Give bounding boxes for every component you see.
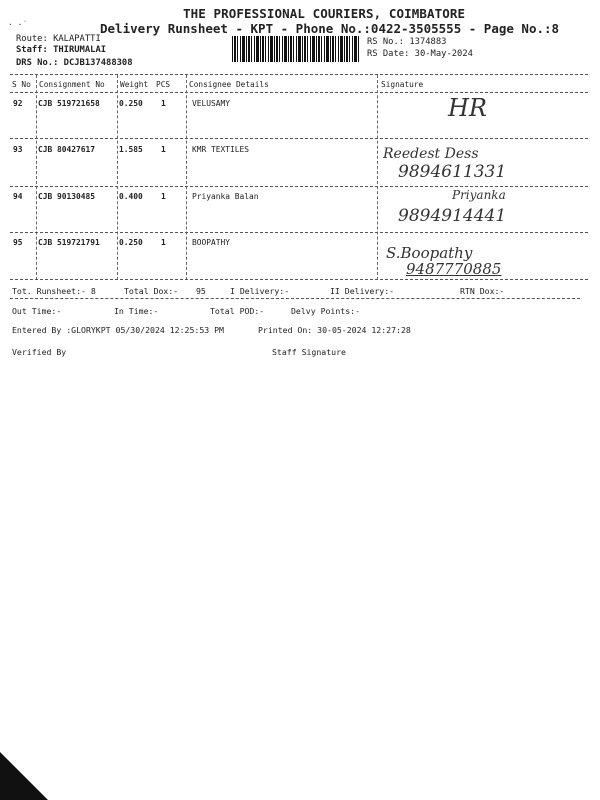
row-consignee: VELUSAMY <box>192 99 231 108</box>
handwritten-signature: Priyanka <box>452 188 506 202</box>
drs-number: DRS No.: DCJB137488308 <box>16 58 133 68</box>
row-weight: 0.400 <box>119 192 143 201</box>
col-header-sno: S No <box>12 80 31 89</box>
entered-by: Entered By :GLORYKPT 05/30/2024 12:25:53 PM <box>12 325 224 335</box>
row-divider <box>10 232 588 233</box>
handwritten-phone: 9487770885 <box>406 260 502 278</box>
row-consignment: CJB 90130485 <box>38 192 96 201</box>
row-pcs: 1 <box>161 238 166 247</box>
row-consignment: CJB 80427617 <box>38 145 96 154</box>
barcode-image <box>232 36 360 62</box>
row-sno: 93 <box>13 145 23 154</box>
staff-signature: Staff Signature <box>272 347 346 357</box>
row-consignee: BOOPATHY <box>192 238 231 247</box>
handwritten-signature: HR <box>448 94 487 122</box>
total-dox-label: Total Dox:- <box>124 286 179 296</box>
col-header-consignment: Consignment No <box>39 80 105 89</box>
col-divider <box>377 75 378 280</box>
header-bottom-rule <box>10 92 588 93</box>
row-consignee: KMR TEXTILES <box>192 145 250 154</box>
printed-on: Printed On: 30-05-2024 12:27:28 <box>258 325 411 335</box>
tot-runsheet: Tot. Runsheet:- 8 <box>12 286 96 296</box>
footer-rule <box>10 298 580 299</box>
runsheet-subtitle: Delivery Runsheet - KPT - Phone No.:0422-3505555 - Page No.:8 <box>100 21 560 36</box>
col-divider <box>117 75 118 280</box>
rs-date: RS Date: 30-May-2024 <box>367 49 473 59</box>
row-sno: 95 <box>13 238 23 247</box>
row-divider <box>10 186 588 187</box>
route-label: Route: KALAPATTI <box>16 34 101 44</box>
row-weight: 1.585 <box>119 145 143 154</box>
rs-number: RS No.: 1374883 <box>367 37 447 47</box>
handwritten-signature: S.Boopathy <box>386 244 473 262</box>
i-delivery: I Delivery:- <box>230 286 290 296</box>
delvy-points: Delvy Points:- <box>291 306 361 316</box>
scan-corner-shadow <box>0 752 48 800</box>
total-dox-value: 95 <box>196 286 206 296</box>
row-divider <box>10 138 588 139</box>
col-divider <box>186 75 187 280</box>
row-consignment: CJB 519721791 <box>38 238 100 247</box>
handwritten-phone: 9894914441 <box>398 206 507 226</box>
row-sno: 94 <box>13 192 23 201</box>
scan-specks: · ·˙ <box>8 20 28 29</box>
row-consignee: Priyanka Balan <box>192 192 259 201</box>
col-header-pcs: PCS <box>156 80 171 89</box>
handwritten-signature: Reedest Dess <box>383 146 479 162</box>
total-pod: Total POD:- <box>210 306 265 316</box>
table-bottom-rule <box>10 279 588 280</box>
col-divider <box>36 75 37 280</box>
row-pcs: 1 <box>161 145 166 154</box>
staff-label: Staff: THIRUMALAI <box>16 45 107 55</box>
table-top-rule <box>10 74 588 75</box>
row-pcs: 1 <box>161 192 166 201</box>
ii-delivery: II Delivery:- <box>330 286 395 296</box>
rtn-dox: RTN Dox:- <box>460 286 505 296</box>
handwritten-phone: 9894611331 <box>398 162 507 182</box>
verified-by: Verified By <box>12 347 67 357</box>
col-header-signature: Signature <box>381 80 424 89</box>
row-weight: 0.250 <box>119 99 143 108</box>
out-time: Out Time:- <box>12 306 62 316</box>
col-header-weight: Weight <box>120 80 149 89</box>
row-sno: 92 <box>13 99 23 108</box>
in-time: In Time:- <box>114 306 159 316</box>
row-consignment: CJB 519721658 <box>38 99 100 108</box>
col-header-consignee: Consignee Details <box>189 80 269 89</box>
row-pcs: 1 <box>161 99 166 108</box>
row-weight: 0.250 <box>119 238 143 247</box>
company-title: THE PROFESSIONAL COURIERS, COIMBATORE <box>183 6 466 21</box>
